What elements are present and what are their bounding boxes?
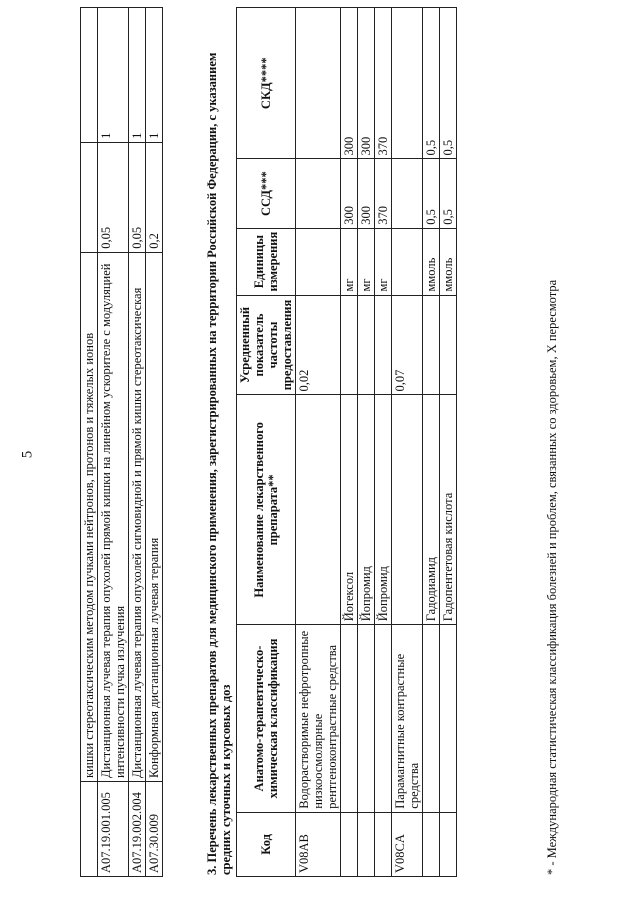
daily-dose: 0,5 <box>440 159 457 228</box>
atc-code <box>375 812 392 876</box>
daily-dose <box>296 159 341 228</box>
table-row <box>98 8 129 877</box>
service-name: Конформная дистанционная лучевая терапия <box>146 252 163 781</box>
course-dose <box>296 8 341 159</box>
drug-name: Гадопентетовая кислота <box>440 395 457 625</box>
atc-code <box>341 812 358 876</box>
drugs-table <box>236 7 457 877</box>
frequency <box>423 295 440 395</box>
frequency: 0,02 <box>296 295 341 395</box>
frequency <box>341 295 358 395</box>
footnote: * - Международная статистическая классификация болезней и проблем, связанных со здоровьем, X пересмотра <box>545 279 559 875</box>
unit <box>296 228 341 295</box>
column-header: Анатомо-терапевтическо-химическая классификация <box>237 625 296 812</box>
service-code: A07.19.001.005 <box>98 782 129 877</box>
frequency: 0,07 <box>392 295 423 395</box>
service-multiplicity: 1 <box>129 8 146 143</box>
column-header: Код <box>237 812 296 876</box>
drug-name: Йопромид <box>375 395 392 625</box>
drug-name: Йопромид <box>358 395 375 625</box>
service-code: A07.19.002.004 <box>129 782 146 877</box>
atc-code: V08AB <box>296 812 341 876</box>
column-header: ССД*** <box>237 159 296 228</box>
atc-class: Парамагнитные контрастные средства <box>392 625 423 812</box>
unit: ммоль <box>423 228 440 295</box>
frequency <box>440 295 457 395</box>
service-frequency: 0,05 <box>98 142 129 252</box>
service-multiplicity: 1 <box>146 8 163 143</box>
atc-class <box>375 625 392 812</box>
table-row <box>375 8 392 877</box>
service-multiplicity: 1 <box>98 8 129 143</box>
table-row <box>129 8 146 877</box>
unit <box>392 228 423 295</box>
column-header: Единицы измерения <box>237 228 296 295</box>
atc-code: V08CA <box>392 812 423 876</box>
daily-dose: 300 <box>341 159 358 228</box>
daily-dose: 0,5 <box>423 159 440 228</box>
daily-dose <box>392 159 423 228</box>
service-multiplicity <box>81 8 98 143</box>
service-name: кишки стереотаксическим методом пучками нейтронов, протонов и тяжелых ионов <box>81 252 98 781</box>
atc-class <box>440 625 457 812</box>
service-name: Дистанционная лучевая терапия опухолей прямой кишки на линейном ускорителе с модуляцией интенсивности пучка излучения <box>98 252 129 781</box>
table-row <box>440 8 457 877</box>
unit: мг <box>341 228 358 295</box>
atc-class <box>423 625 440 812</box>
course-dose: 300 <box>341 8 358 159</box>
unit: мг <box>375 228 392 295</box>
atc-code <box>423 812 440 876</box>
frequency <box>375 295 392 395</box>
atc-class <box>341 625 358 812</box>
course-dose: 370 <box>375 8 392 159</box>
drug-name <box>392 395 423 625</box>
unit: ммоль <box>440 228 457 295</box>
section-3-heading: 3. Перечень лекарственных препаратов для медицинского применения, зарегистрированных на территории Российской Федерации, с указанием средних суточных и курсовых доз <box>205 52 233 875</box>
atc-class <box>358 625 375 812</box>
frequency <box>358 295 375 395</box>
atc-class: Водорастворимые нефротропные низкоосмолярные рентгеноконтрастные средства <box>296 625 341 812</box>
daily-dose: 370 <box>375 159 392 228</box>
page-number: 5 <box>19 450 36 459</box>
unit: мг <box>358 228 375 295</box>
service-code: A07.30.009 <box>146 782 163 877</box>
atc-code <box>440 812 457 876</box>
drug-name: Йогексол <box>341 395 358 625</box>
course-dose: 0,5 <box>423 8 440 159</box>
drug-name <box>296 395 341 625</box>
table-row <box>296 8 341 877</box>
table-row <box>358 8 375 877</box>
service-frequency: 0,05 <box>129 142 146 252</box>
table-row <box>392 8 423 877</box>
services-table <box>80 7 163 877</box>
table-row <box>81 8 98 877</box>
service-name: Дистанционная лучевая терапия опухолей сигмовидной и прямой кишки стереотаксическая <box>129 252 146 781</box>
course-dose <box>392 8 423 159</box>
column-header: СКД**** <box>237 8 296 159</box>
table-row <box>341 8 358 877</box>
service-code <box>81 782 98 877</box>
atc-code <box>358 812 375 876</box>
column-header: Усредненный показатель частоты предоставления <box>237 295 296 395</box>
daily-dose: 300 <box>358 159 375 228</box>
service-frequency: 0,2 <box>146 142 163 252</box>
service-frequency <box>81 142 98 252</box>
course-dose: 0,5 <box>440 8 457 159</box>
column-header: Наименование лекарственного препарата** <box>237 395 296 625</box>
course-dose: 300 <box>358 8 375 159</box>
drug-name: Гадодиамид <box>423 395 440 625</box>
table-row <box>423 8 440 877</box>
table-row <box>146 8 163 877</box>
